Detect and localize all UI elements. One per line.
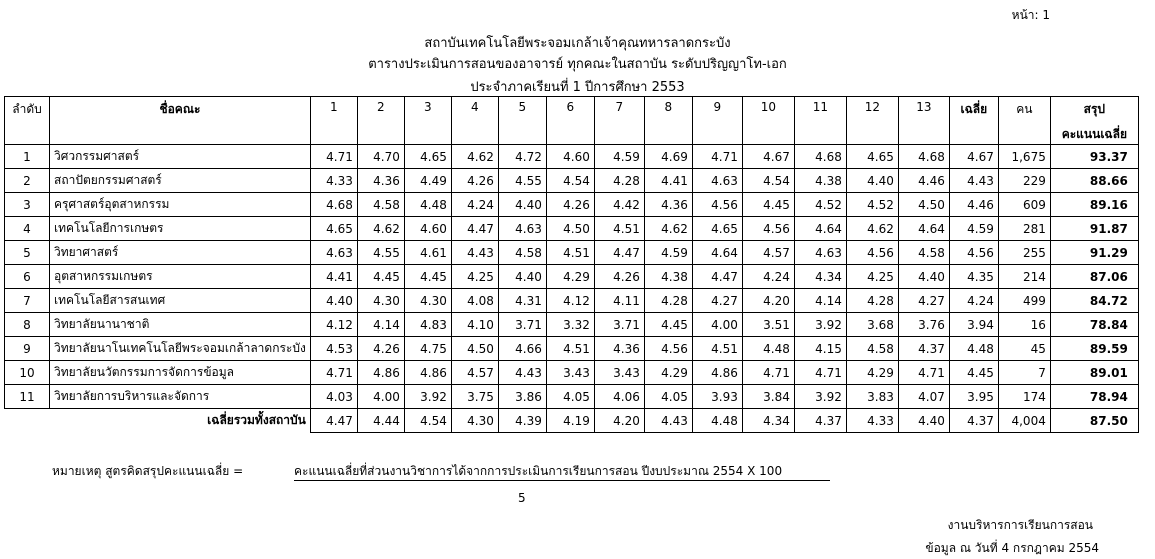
score-cell: 4.70: [357, 145, 404, 169]
score-cell: 4.45: [357, 265, 404, 289]
table-row: [5, 217, 1139, 241]
table-row: [5, 193, 1139, 217]
score-cell: 4.36: [594, 337, 644, 361]
score-cell: 4.40: [846, 169, 898, 193]
score-cell: 4.68: [898, 145, 949, 169]
score-cell: 4.64: [794, 217, 846, 241]
score-cell: 4.07: [898, 385, 949, 409]
score-cell: 4.49: [404, 169, 451, 193]
faculty-name: สถาปัตยกรรมศาสตร์: [50, 169, 311, 193]
summary-cell: 78.84: [1050, 313, 1138, 337]
table-row: [5, 361, 1139, 385]
semester-title: ประจำภาคเรียนที่ 1 ปีการศึกษา 2553: [470, 80, 685, 95]
score-cell: 4.33: [310, 169, 357, 193]
table-row: [5, 313, 1139, 337]
score-cell: 4.36: [357, 169, 404, 193]
score-cell: 4.61: [404, 241, 451, 265]
score-cell: 4.62: [451, 145, 498, 169]
score-cell: 4.24: [451, 193, 498, 217]
faculty-name: อุตสาหกรรมเกษตร: [50, 265, 311, 289]
header-item-13: 13: [898, 97, 949, 145]
score-cell: 4.38: [644, 265, 692, 289]
score-cell: 4.26: [546, 193, 594, 217]
score-cell: 4.56: [742, 217, 794, 241]
score-cell: 3.32: [546, 313, 594, 337]
score-cell: 4.34: [794, 265, 846, 289]
score-cell: 4.62: [644, 217, 692, 241]
total-score-cell: 4.19: [546, 409, 594, 433]
total-score-cell: 4.30: [451, 409, 498, 433]
score-cell: 4.28: [846, 289, 898, 313]
score-cell: 4.86: [404, 361, 451, 385]
score-cell: 4.71: [794, 361, 846, 385]
header-summary-line1: สรุป: [1083, 102, 1106, 116]
score-cell: 4.06: [594, 385, 644, 409]
faculty-name: เทคโนโลยีสารสนเทศ: [50, 289, 311, 313]
score-cell: 4.55: [498, 169, 546, 193]
score-cell: 4.65: [692, 217, 742, 241]
score-cell: 4.72: [498, 145, 546, 169]
count-cell: 609: [998, 193, 1050, 217]
score-cell: 4.83: [404, 313, 451, 337]
score-cell: 4.28: [594, 169, 644, 193]
score-cell: 4.15: [794, 337, 846, 361]
score-cell: 4.48: [404, 193, 451, 217]
score-cell: 4.14: [794, 289, 846, 313]
total-score-cell: 4.44: [357, 409, 404, 433]
header-faculty-name: ชื่อคณะ: [50, 97, 311, 145]
score-cell: 4.29: [546, 265, 594, 289]
footer-office: งานบริหารการเรียนการสอน: [947, 518, 1093, 532]
score-cell: 4.36: [644, 193, 692, 217]
score-cell: 4.58: [898, 241, 949, 265]
row-order: 5: [5, 241, 50, 265]
row-order: 6: [5, 265, 50, 289]
row-order: 8: [5, 313, 50, 337]
score-cell: 4.63: [310, 241, 357, 265]
score-cell: 4.58: [846, 337, 898, 361]
header-item-5: 5: [498, 97, 546, 145]
score-cell: 4.63: [498, 217, 546, 241]
score-cell: 4.64: [898, 217, 949, 241]
average-cell: 3.94: [949, 313, 998, 337]
count-cell: 214: [998, 265, 1050, 289]
total-count-cell: 4,004: [998, 409, 1050, 433]
formula-numerator: คะแนนเฉลี่ยที่ส่วนงานวิชาการได้จากการประเมินการเรียนการสอน ปีงบประมาณ 2554 X 100: [294, 464, 783, 478]
average-cell: 4.67: [949, 145, 998, 169]
score-cell: 4.57: [451, 361, 498, 385]
score-cell: 4.40: [498, 193, 546, 217]
header-item-2: 2: [357, 97, 404, 145]
table-row: [5, 169, 1139, 193]
summary-cell: 89.16: [1050, 193, 1138, 217]
row-order: 7: [5, 289, 50, 313]
summary-cell: 91.87: [1050, 217, 1138, 241]
score-cell: 4.25: [846, 265, 898, 289]
header-item-11: 11: [794, 97, 846, 145]
total-score-cell: 4.20: [594, 409, 644, 433]
score-cell: 3.51: [742, 313, 794, 337]
average-cell: 4.46: [949, 193, 998, 217]
score-cell: 4.50: [898, 193, 949, 217]
count-cell: 281: [998, 217, 1050, 241]
score-cell: 4.60: [404, 217, 451, 241]
score-cell: 4.54: [742, 169, 794, 193]
score-cell: 4.20: [742, 289, 794, 313]
score-cell: 3.71: [594, 313, 644, 337]
row-order: 2: [5, 169, 50, 193]
score-cell: 3.43: [546, 361, 594, 385]
count-cell: 229: [998, 169, 1050, 193]
summary-cell: 89.59: [1050, 337, 1138, 361]
count-cell: 255: [998, 241, 1050, 265]
count-cell: 499: [998, 289, 1050, 313]
faculty-name: เทคโนโลยีการเกษตร: [50, 217, 311, 241]
header-average: เฉลี่ย: [949, 97, 998, 145]
total-score-cell: 4.43: [644, 409, 692, 433]
score-cell: 4.86: [357, 361, 404, 385]
table-row: [5, 289, 1139, 313]
score-cell: 4.51: [546, 337, 594, 361]
average-cell: 4.45: [949, 361, 998, 385]
faculty-name: ครุศาสตร์อุตสาหกรรม: [50, 193, 311, 217]
score-cell: 4.28: [644, 289, 692, 313]
score-cell: 4.52: [846, 193, 898, 217]
score-cell: 4.62: [357, 217, 404, 241]
faculty-name: วิทยาศาสตร์: [50, 241, 311, 265]
score-cell: 4.43: [451, 241, 498, 265]
row-order: 4: [5, 217, 50, 241]
row-order: 11: [5, 385, 50, 409]
score-cell: 4.30: [404, 289, 451, 313]
score-cell: 4.45: [742, 193, 794, 217]
summary-cell: 88.66: [1050, 169, 1138, 193]
score-cell: 4.29: [644, 361, 692, 385]
score-cell: 4.51: [594, 217, 644, 241]
faculty-name: วิทยาลัยนานาชาติ: [50, 313, 311, 337]
score-cell: 4.54: [546, 169, 594, 193]
score-cell: 4.58: [498, 241, 546, 265]
header-item-9: 9: [692, 97, 742, 145]
score-cell: 4.47: [451, 217, 498, 241]
header-count: คน: [998, 97, 1050, 145]
count-cell: 45: [998, 337, 1050, 361]
score-cell: 4.69: [644, 145, 692, 169]
report-title: ตารางประเมินการสอนของอาจารย์ ทุกคณะในสถาบัน ระดับปริญญาโท-เอก: [368, 57, 787, 72]
faculty-name: วิศวกรรมศาสตร์: [50, 145, 311, 169]
score-cell: 4.05: [644, 385, 692, 409]
score-cell: 4.26: [594, 265, 644, 289]
score-cell: 4.08: [451, 289, 498, 313]
total-score-cell: 4.54: [404, 409, 451, 433]
score-cell: 3.92: [404, 385, 451, 409]
score-cell: 4.65: [404, 145, 451, 169]
total-summary-cell: 87.50: [1050, 409, 1138, 433]
header-order: ลำดับ: [5, 97, 50, 145]
score-cell: 4.40: [310, 289, 357, 313]
header-item-3: 3: [404, 97, 451, 145]
table-row: [5, 265, 1139, 289]
score-cell: 4.58: [357, 193, 404, 217]
page-number: หน้า: 1: [1011, 8, 1050, 22]
score-cell: 4.62: [846, 217, 898, 241]
score-cell: 4.63: [794, 241, 846, 265]
header-summary: [1050, 97, 1138, 145]
score-cell: 4.43: [498, 361, 546, 385]
score-cell: 3.86: [498, 385, 546, 409]
score-cell: 4.37: [898, 337, 949, 361]
row-order: 10: [5, 361, 50, 385]
score-cell: 4.60: [546, 145, 594, 169]
score-cell: 4.71: [742, 361, 794, 385]
faculty-name: วิทยาลัยนวัตกรรมการจัดการข้อมูล: [50, 361, 311, 385]
score-cell: 4.05: [546, 385, 594, 409]
total-score-cell: 4.37: [794, 409, 846, 433]
formula-denominator: 5: [518, 491, 526, 505]
score-cell: 4.86: [692, 361, 742, 385]
score-cell: 4.71: [310, 145, 357, 169]
score-cell: 4.42: [594, 193, 644, 217]
header-summary-line2: คะแนนเฉลี่ย: [1061, 127, 1127, 141]
total-label: เฉลี่ยรวมทั้งสถาบัน: [5, 409, 311, 433]
institution-title: สถาบันเทคโนโลยีพระจอมเกล้าเจ้าคุณทหารลาดกระบัง: [424, 36, 731, 51]
total-score-cell: 4.39: [498, 409, 546, 433]
score-cell: 4.51: [546, 241, 594, 265]
score-cell: 4.56: [846, 241, 898, 265]
score-cell: 4.67: [742, 145, 794, 169]
score-cell: 4.12: [546, 289, 594, 313]
count-cell: 174: [998, 385, 1050, 409]
score-cell: 3.68: [846, 313, 898, 337]
score-cell: 4.50: [546, 217, 594, 241]
score-cell: 4.55: [357, 241, 404, 265]
score-cell: 4.64: [692, 241, 742, 265]
score-cell: 4.40: [898, 265, 949, 289]
score-cell: 4.52: [794, 193, 846, 217]
score-cell: 4.38: [794, 169, 846, 193]
score-cell: 4.46: [898, 169, 949, 193]
formula-fraction-line: [294, 480, 830, 481]
table-row: [5, 241, 1139, 265]
average-cell: 4.59: [949, 217, 998, 241]
summary-cell: 93.37: [1050, 145, 1138, 169]
average-cell: 4.56: [949, 241, 998, 265]
header-item-6: 6: [546, 97, 594, 145]
score-cell: 4.41: [310, 265, 357, 289]
score-cell: 4.00: [357, 385, 404, 409]
row-order: 3: [5, 193, 50, 217]
score-cell: 4.68: [310, 193, 357, 217]
score-cell: 4.66: [498, 337, 546, 361]
score-cell: 3.92: [794, 385, 846, 409]
header-item-10: 10: [742, 97, 794, 145]
row-order: 1: [5, 145, 50, 169]
score-cell: 4.11: [594, 289, 644, 313]
total-score-cell: 4.47: [310, 409, 357, 433]
footer-date: ข้อมูล ณ วันที่ 4 กรกฎาคม 2554: [925, 541, 1099, 555]
score-cell: 4.27: [692, 289, 742, 313]
faculty-name: วิทยาลัยนาโนเทคโนโลยีพระจอมเกล้าลาดกระบัง: [50, 337, 311, 361]
score-cell: 4.40: [498, 265, 546, 289]
score-cell: 4.26: [357, 337, 404, 361]
header-item-12: 12: [846, 97, 898, 145]
count-cell: 7: [998, 361, 1050, 385]
score-cell: 4.29: [846, 361, 898, 385]
total-score-cell: 4.34: [742, 409, 794, 433]
score-cell: 4.27: [898, 289, 949, 313]
score-cell: 4.45: [644, 313, 692, 337]
score-cell: 4.31: [498, 289, 546, 313]
total-score-cell: 4.48: [692, 409, 742, 433]
score-cell: 4.65: [310, 217, 357, 241]
score-cell: 4.50: [451, 337, 498, 361]
score-cell: 4.68: [794, 145, 846, 169]
score-cell: 4.45: [404, 265, 451, 289]
score-cell: 4.56: [644, 337, 692, 361]
score-cell: 4.65: [846, 145, 898, 169]
score-cell: 3.43: [594, 361, 644, 385]
score-cell: 3.93: [692, 385, 742, 409]
total-score-cell: 4.33: [846, 409, 898, 433]
average-cell: 4.43: [949, 169, 998, 193]
score-cell: 3.84: [742, 385, 794, 409]
score-cell: 4.59: [594, 145, 644, 169]
score-cell: 4.41: [644, 169, 692, 193]
total-row: [5, 409, 1139, 433]
header-item-7: 7: [594, 97, 644, 145]
score-cell: 4.71: [310, 361, 357, 385]
score-cell: 4.63: [692, 169, 742, 193]
average-cell: 4.35: [949, 265, 998, 289]
count-cell: 16: [998, 313, 1050, 337]
score-cell: 4.47: [692, 265, 742, 289]
faculty-name: วิทยาลัยการบริหารและจัดการ: [50, 385, 311, 409]
score-cell: 3.75: [451, 385, 498, 409]
table-header-row: [5, 97, 1139, 145]
total-average-cell: 4.37: [949, 409, 998, 433]
header-item-4: 4: [451, 97, 498, 145]
evaluation-table: [4, 96, 1139, 433]
average-cell: 3.95: [949, 385, 998, 409]
score-cell: 4.59: [644, 241, 692, 265]
score-cell: 4.48: [742, 337, 794, 361]
formula-note-label: หมายเหตุ สูตรคิดสรุปคะแนนเฉลี่ย =: [52, 464, 244, 478]
score-cell: 3.71: [498, 313, 546, 337]
summary-cell: 78.94: [1050, 385, 1138, 409]
score-cell: 4.51: [692, 337, 742, 361]
table-row: [5, 385, 1139, 409]
score-cell: 3.83: [846, 385, 898, 409]
score-cell: 3.92: [794, 313, 846, 337]
score-cell: 4.00: [692, 313, 742, 337]
score-cell: 3.76: [898, 313, 949, 337]
score-cell: 4.47: [594, 241, 644, 265]
score-cell: 4.71: [898, 361, 949, 385]
score-cell: 4.56: [692, 193, 742, 217]
table-row: [5, 337, 1139, 361]
score-cell: 4.14: [357, 313, 404, 337]
score-cell: 4.24: [742, 265, 794, 289]
total-score-cell: 4.40: [898, 409, 949, 433]
score-cell: 4.71: [692, 145, 742, 169]
score-cell: 4.12: [310, 313, 357, 337]
count-cell: 1,675: [998, 145, 1050, 169]
score-cell: 4.53: [310, 337, 357, 361]
summary-cell: 84.72: [1050, 289, 1138, 313]
summary-cell: 87.06: [1050, 265, 1138, 289]
summary-cell: 91.29: [1050, 241, 1138, 265]
score-cell: 4.10: [451, 313, 498, 337]
score-cell: 4.25: [451, 265, 498, 289]
table-row: [5, 145, 1139, 169]
score-cell: 4.75: [404, 337, 451, 361]
score-cell: 4.57: [742, 241, 794, 265]
row-order: 9: [5, 337, 50, 361]
table-body: [5, 145, 1139, 433]
score-cell: 4.03: [310, 385, 357, 409]
header-item-8: 8: [644, 97, 692, 145]
score-cell: 4.26: [451, 169, 498, 193]
average-cell: 4.48: [949, 337, 998, 361]
average-cell: 4.24: [949, 289, 998, 313]
summary-cell: 89.01: [1050, 361, 1138, 385]
header-item-1: 1: [310, 97, 357, 145]
score-cell: 4.30: [357, 289, 404, 313]
